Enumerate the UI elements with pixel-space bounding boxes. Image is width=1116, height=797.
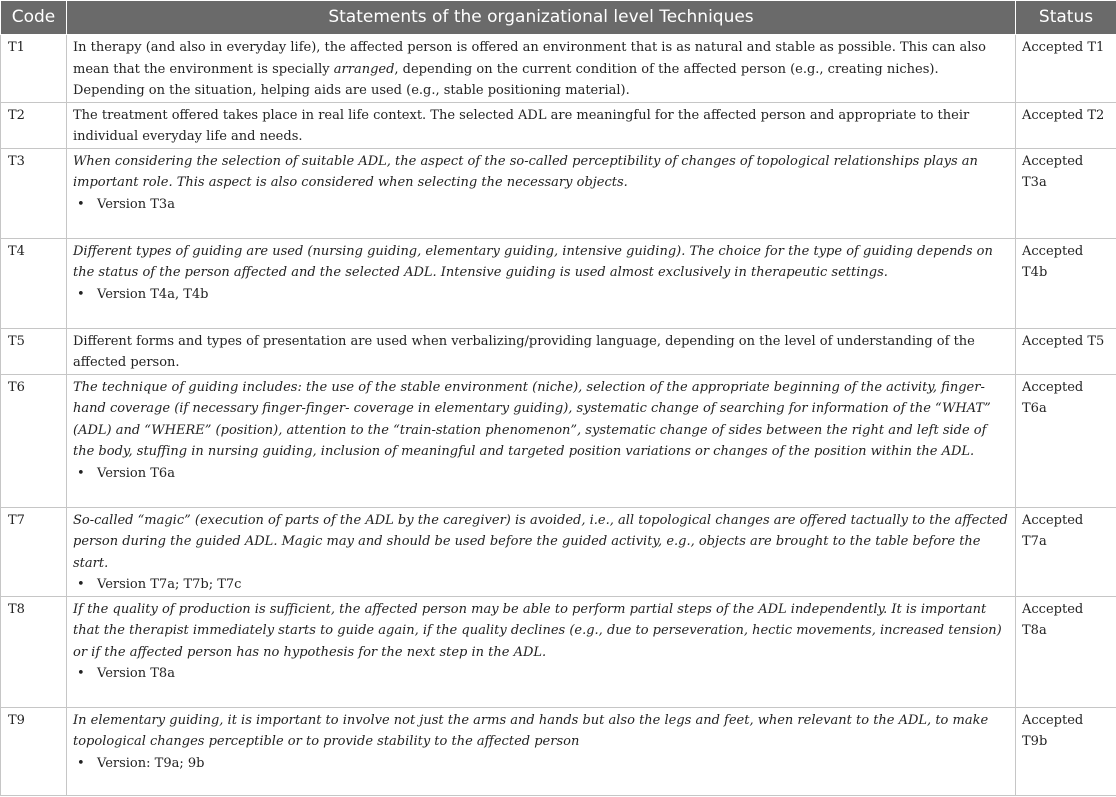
row-statement: The treatment offered takes place in real life context. The selected ADL are meaningful for the affected person and appropriate to their individual everyday life and needs. xyxy=(67,102,1016,148)
table-row xyxy=(1,102,1116,148)
statement-text: Different types of guiding are used (nursing guiding, elementary guiding, intensive guiding). The choice for the type of guiding depends on the status of the person affected and the selected ADL. Intensive guiding is used almost exclusively in therapeutic settings. xyxy=(73,243,993,280)
row-statement xyxy=(67,148,1016,238)
table-row xyxy=(1,328,1116,374)
row-code: T3 xyxy=(1,148,67,238)
row-statement xyxy=(67,35,1016,103)
row-code: T8 xyxy=(1,596,67,707)
version-label: Version T7a; T7b; T7c xyxy=(97,577,242,592)
table-row xyxy=(1,148,1116,238)
statement-text: In therapy (and also in everyday life), the affected person is offered an environment that is as natural and stable as possible. This can also mean that the environment is specially xyxy=(73,40,986,77)
row-status: Accepted T1 xyxy=(1016,35,1116,103)
bullet-icon: • xyxy=(77,286,85,302)
statement-text: When considering the selection of suitable ADL, the aspect of the so-called perceptibility of changes of topological relationships plays an important role. This aspect is also considered when selecting the necessary objects. xyxy=(73,153,978,190)
table-row xyxy=(1,238,1116,328)
row-code: T9 xyxy=(1,707,67,795)
row-status: Accepted T6a xyxy=(1016,374,1116,507)
row-code: T5 xyxy=(1,328,67,374)
statement-text: In elementary guiding, it is important to involve not just the arms and hands but also the legs and feet, when relevant to the ADL, to make topological changes perceptible or to provide stability to the affected person xyxy=(73,712,989,749)
bullet-icon: • xyxy=(77,196,85,212)
row-code: T7 xyxy=(1,507,67,596)
row-status: Accepted T2 xyxy=(1016,102,1116,148)
statement-text: The technique of guiding includes: the use of the stable environment (niche), selection of the appropriate beginning of the activity, finger-hand coverage (if necessary finger-finger- coverage in elementary guiding), systematic change of searching for information of the “WHAT” (ADL) and “WHERE” (position), attention to the “train-station phenomenon”, systematic change of sides between the right and left side of the body, stuffing in nursing guiding, inclusion of meaningful and targeted position variations or changes of the position within the ADL. xyxy=(73,379,991,459)
row-statement: Different forms and types of presentation are used when verbalizing/providing language, depending on the level of understanding of the affected person. xyxy=(67,328,1016,374)
version-label: Version T4a, T4b xyxy=(97,286,209,302)
statement-text: If the quality of production is sufficient, the affected person may be able to perform partial steps of the ADL independently. It is important that the therapist immediately starts to guide again, if the quality declines (e.g., due to perseveration, hectic movements, increased tension) or if the affected person has no hypothesis for the next step in the ADL. xyxy=(73,601,1002,660)
version-item xyxy=(73,194,1009,216)
row-status: Accepted T7a xyxy=(1016,507,1116,596)
row-statement xyxy=(67,596,1016,707)
table-row xyxy=(1,707,1116,795)
statement-text: So-called “magic” (execution of parts of the ADL by the caregiver) is avoided, i.e., all topological changes are offered tactually to the affected person during the guided ADL. Magic may and should be used before the guided activity, e.g., objects are brought to the table before the start. xyxy=(73,512,1008,571)
table-row xyxy=(1,596,1116,707)
header-code: Code xyxy=(1,1,67,35)
row-status: Accepted T9b xyxy=(1016,707,1116,795)
row-status: Accepted T3a xyxy=(1016,148,1116,238)
statement-emphasis: arranged xyxy=(333,61,395,77)
version-label: Version T8a xyxy=(97,666,175,681)
row-statement xyxy=(67,507,1016,596)
row-status: Accepted T5 xyxy=(1016,328,1116,374)
header-statement: Statements of the organizational level Techniques xyxy=(67,1,1016,35)
table-row xyxy=(1,374,1116,507)
row-statement xyxy=(67,238,1016,328)
statement-text-end: , depending on the current condition of the affected person (e.g., creating niches). Depending on the situation, helping aids are used (e.g., stable positioning material). xyxy=(73,61,939,98)
version-label: Version T6a xyxy=(97,465,175,481)
bullet-icon: • xyxy=(77,666,85,681)
row-code: T2 xyxy=(1,102,67,148)
version-label: Version: T9a; 9b xyxy=(97,755,205,771)
version-item xyxy=(73,663,1009,685)
header-row xyxy=(1,1,1116,35)
row-code: T1 xyxy=(1,35,67,103)
bullet-icon: • xyxy=(77,577,85,592)
row-code: T4 xyxy=(1,238,67,328)
table-row xyxy=(1,35,1116,103)
bullet-icon: • xyxy=(77,755,85,771)
row-status: Accepted T8a xyxy=(1016,596,1116,707)
header-status: Status xyxy=(1016,1,1116,35)
row-statement xyxy=(67,374,1016,507)
row-statement xyxy=(67,707,1016,795)
version-item xyxy=(73,753,1009,775)
version-item xyxy=(73,463,1009,485)
version-item xyxy=(73,284,1009,306)
row-status: Accepted T4b xyxy=(1016,238,1116,328)
bullet-icon: • xyxy=(77,465,85,481)
table-row xyxy=(1,507,1116,596)
version-label: Version T3a xyxy=(97,196,175,212)
row-code: T6 xyxy=(1,374,67,507)
version-item xyxy=(73,574,1009,596)
